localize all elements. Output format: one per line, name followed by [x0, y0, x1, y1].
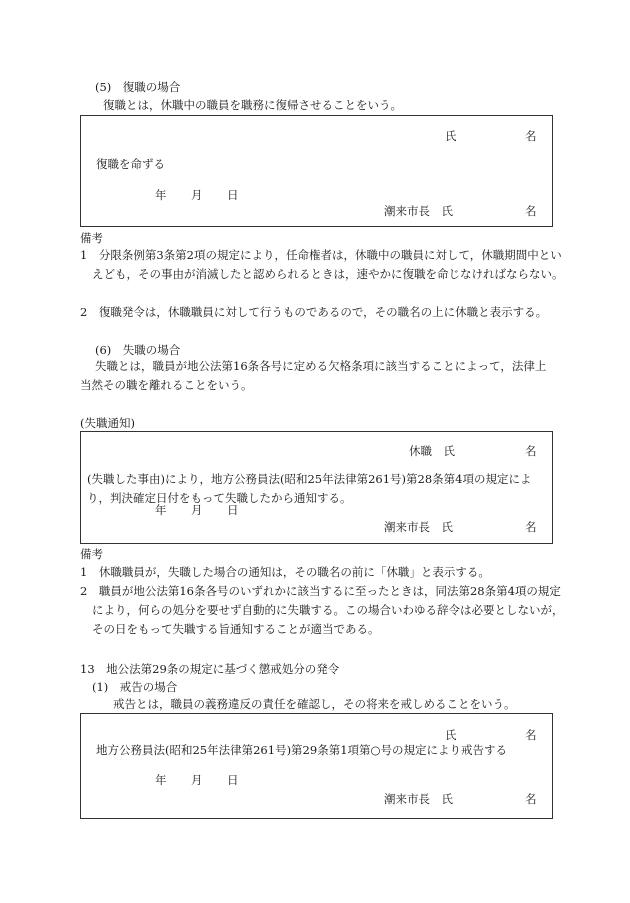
loss-notice-box [80, 431, 553, 544]
reprimand-order-box [80, 713, 553, 819]
mayor-signature: 潮来市長 氏 [384, 520, 453, 534]
reprimand-description: 戒告とは，職員の義務違反の責任を確認し，その将来を戒しめることをいう。 [113, 697, 516, 711]
name-label-mei: 名 [525, 129, 537, 143]
name-label-mei: 名 [525, 444, 537, 458]
heading-loss-of-position: (6) 失職の場合 [95, 343, 181, 357]
order-text: 復職を命ずる [96, 157, 165, 171]
notes-label: 備考 [80, 231, 103, 245]
reprimand-body: 地方公務員法(昭和25年法律第261号)第29条第1項第○号の規定により戒告する [96, 743, 508, 757]
date-month: 月 [191, 503, 203, 517]
date-day: 日 [227, 773, 239, 787]
notice-body: (失職した事由)により，地方公務員法(昭和25年法律第261号)第28条第4項の規定により，判決確定日付をもって失職したから通知する。 [87, 472, 532, 505]
mayor-name-label: 名 [525, 792, 537, 806]
note-item: 1 分限条例第3条第2項の規定により，任命権者は，休職中の職員に対して，休職期間中といえども，その事由が消滅したと認められるときは，速やかに復職を命じなければならない。 [80, 248, 564, 281]
notice-label: (失職通知) [80, 416, 135, 430]
name-label-shi: 氏 [445, 129, 457, 143]
mayor-signature: 潮来市長 氏 [384, 792, 453, 806]
date-day: 日 [227, 188, 239, 202]
date-year: 年 [155, 503, 167, 517]
heading-disciplinary-action: 13 地公法第29条の規定に基づく懲戒処分の発令 [80, 662, 340, 676]
note-item: 1 休職職員が，失職した場合の通知は，その職名の前に「休職」と表示する。 [80, 565, 490, 579]
heading-reprimand: (1) 戒告の場合 [92, 680, 178, 694]
mayor-name-label: 名 [525, 520, 537, 534]
loss-of-position-description: 失職とは，職員が地公法第16条各号に定める欠格条項に該当することによって，法律上当然その職を離れることをいう。 [80, 359, 547, 392]
reinstatement-description: 復職とは，休職中の職員を職務に復帰させることをいう。 [103, 98, 402, 112]
date-year: 年 [155, 188, 167, 202]
mayor-name-label: 名 [525, 204, 537, 218]
date-month: 月 [191, 773, 203, 787]
name-label-shi: 氏 [445, 728, 457, 742]
note-item: 2 職員が地公法第16条各号のいずれかに該当するに至ったときは，同法第28条第4項の規定により，何らの処分を要せず自動的に失職する。この場合いわゆる辞令は必要としないが，その日をもって失職する旨通知することが適当である。 [80, 584, 564, 636]
suspended-name-label: 休職 氏 [409, 444, 455, 458]
date-month: 月 [191, 188, 203, 202]
mayor-signature: 潮来市長 氏 [384, 204, 453, 218]
heading-reinstatement: (5) 復職の場合 [95, 80, 181, 94]
notes-label: 備考 [80, 547, 103, 561]
date-year: 年 [155, 773, 167, 787]
date-day: 日 [227, 503, 239, 517]
note-item: 2 復職発令は，休職職員に対して行うものであるので，その職名の上に休職と表示する。 [80, 305, 548, 319]
name-label-mei: 名 [525, 728, 537, 742]
reinstatement-order-box [80, 115, 553, 227]
